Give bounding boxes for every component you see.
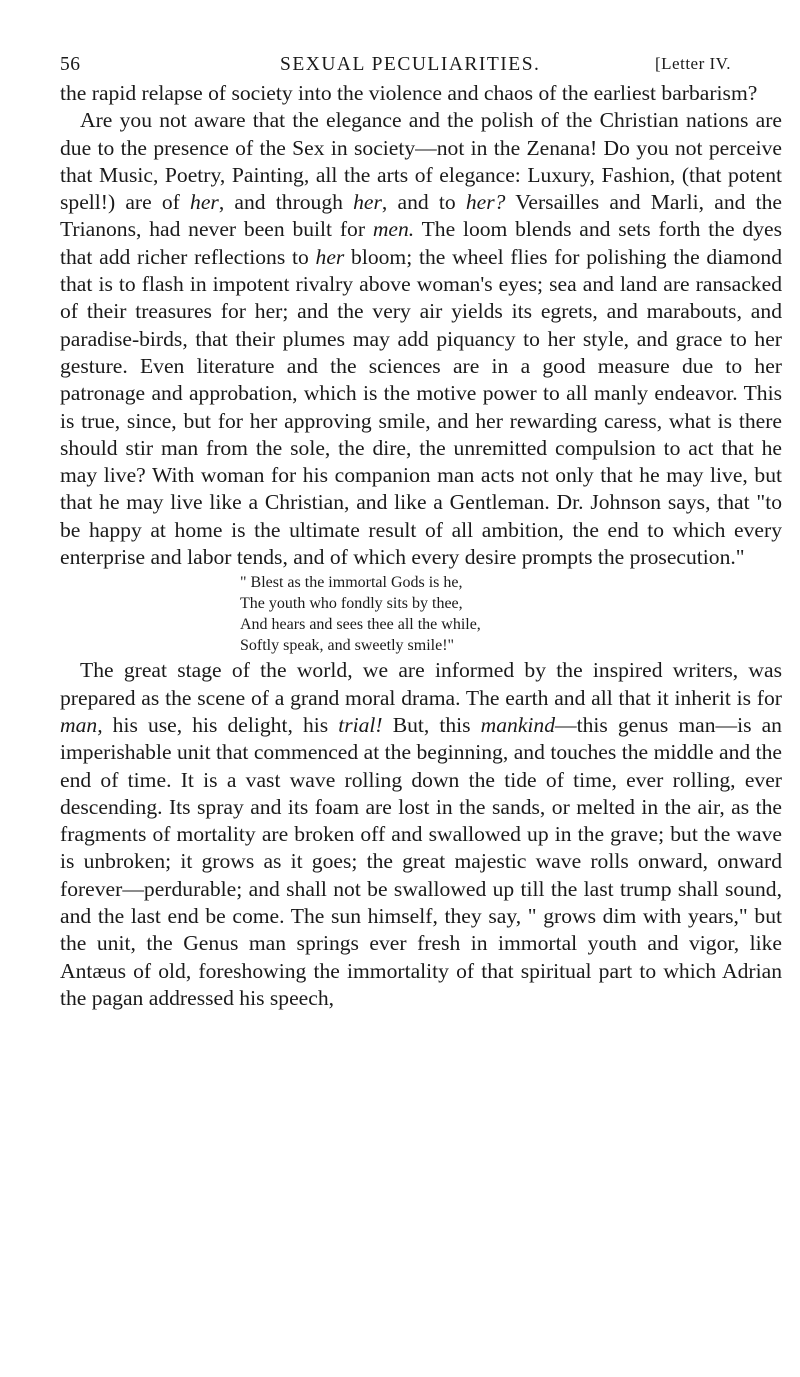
running-title: SEXUAL PECULIARITIES. (280, 54, 541, 75)
verse-line: " Blest as the immortal Gods is he, (240, 574, 463, 592)
verse-line: Softly speak, and sweetly smile!" (240, 637, 455, 655)
letter-marker: [Letter IV. (655, 54, 731, 73)
verse-quotation (60, 572, 782, 656)
body-text (60, 80, 782, 1012)
verse-line: The youth who fondly sits by thee, (240, 595, 463, 613)
verse-line: And hears and sees thee all the while, (240, 616, 481, 634)
page-number: 56 (60, 54, 81, 75)
paragraph-1: the rapid relapse of society into the violence and chaos of the earliest barbarism? (60, 81, 758, 105)
paragraph-2: Are you not aware that the elegance and the polish of the Christian nations are due to the presence of the Sex in society—not in the Zenana! Do you not perceive that Music, Poetry, Painting, all the arts of elegance: Luxury, Fashion, (that potent spell!) are of her, and through her, and to her? Versailles and Marli, and the Trianons, had never been built for men. The loom blends and sets forth the dyes that add richer reflections to her bloom; the wheel flies for polishing the diamond that is to flash in impotent rivalry above woman's eyes; sea and land are ransacked of their treasures for her; and the very air yields its egrets, and marabouts, and paradise-birds, that their plumes may add piquancy to her style, and grace to her gesture. Even literature and the sciences are in a good measure due to her patronage and approbation, which is the motive power to all manly endeavor. This is true, since, but for her approving smile, and her rewarding caress, what is there should stir man from the sole, the dire, the unremitted compulsion to act that he may live? With woman for his companion man acts not only that he may live, but that he may live like a Christian, and like a Gentleman. Dr. Johnson says, that "to be happy at home is the ultimate result of all ambition, the end to which every enterprise and labor tends, and of which every desire prompts the prosecution." (60, 108, 782, 570)
paragraph-3: The great stage of the world, we are informed by the inspired writers, was prepared as the scene of a grand moral drama. The earth and all that it inherit is for man, his use, his delight, his trial! But, this mankind—this genus man—is an imperishable unit that commenced at the beginning, and touches the middle and the end of time. It is a vast wave rolling down the tide of time, ever rolling, ever descending. Its spray and its foam are lost in the sands, or melted in the air, as the fragments of mortality are broken off and swallowed up in the grave; but the wave is unbroken; it grows as it goes; the great majestic wave rolls onward, onward forever—perdurable; and shall not be swallowed up till the last trump shall sound, and the last end be come. The sun himself, they say, " grows dim with years," but the unit, the Genus man springs ever fresh in immortal youth and vigor, like Antæus of old, foreshowing the immortality of that spiritual part to which Adrian the pagan addressed his speech, (60, 658, 782, 1010)
